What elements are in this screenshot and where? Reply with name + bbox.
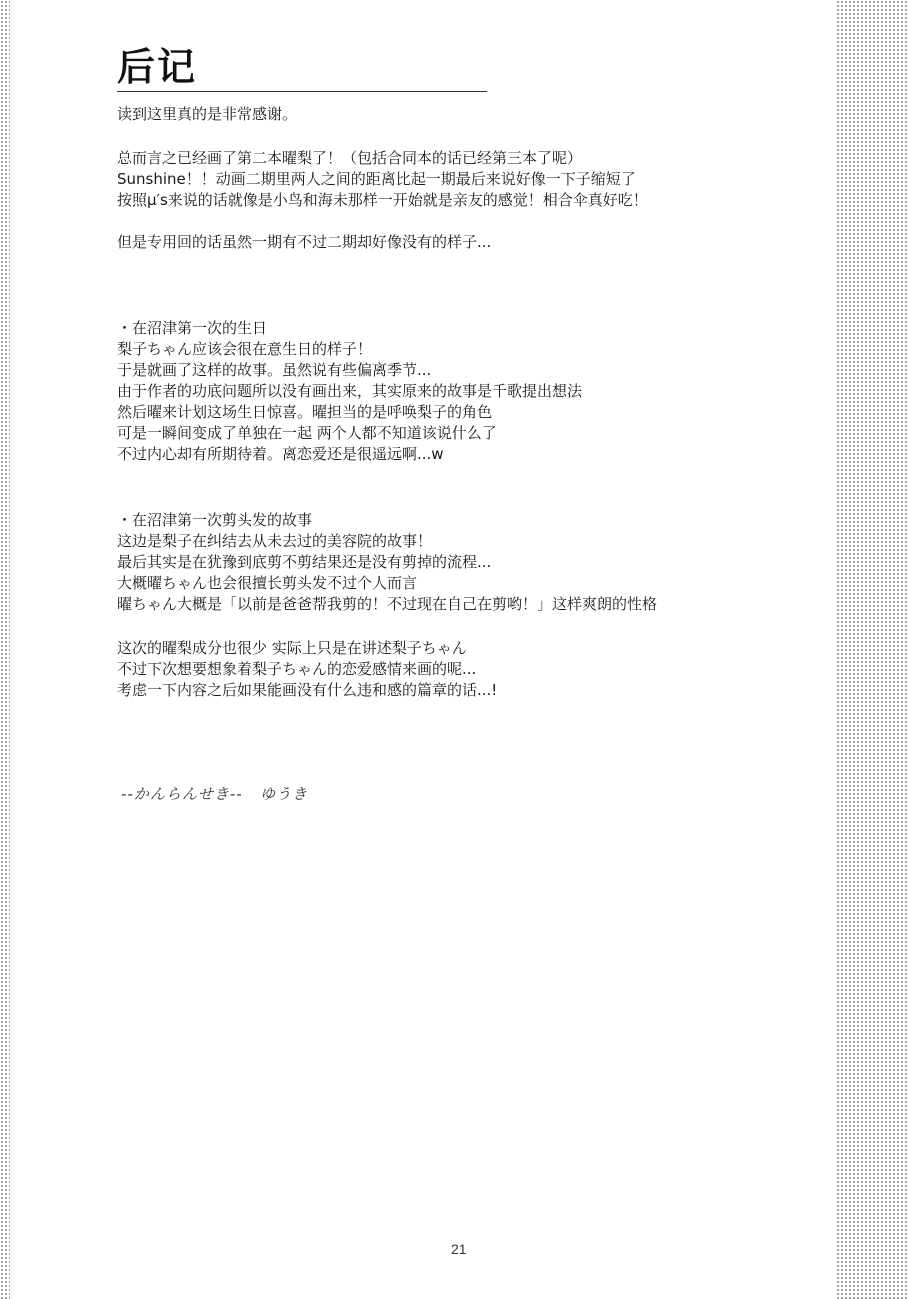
- text-line: 读到这里真的是非常感谢。: [117, 105, 298, 123]
- paragraph-2: [117, 232, 817, 253]
- text-line: 总而言之已经画了第二本曜梨了！（包括合同本的话已经第三本了呢）: [117, 149, 583, 167]
- page-number: 21: [451, 1241, 467, 1257]
- text-line: 可是一瞬间变成了单独在一起 两个人都不知道该说什么了: [117, 424, 497, 442]
- text-line: 曜ちゃん大概是「以前是爸爸帮我剪的！不过现在自己在剪哟！」这样爽朗的性格: [117, 595, 658, 613]
- text-line: 于是就画了这样的故事。虽然说有些偏离季节...: [117, 361, 432, 379]
- text-line: 由于作者的功底问题所以没有画出来，其实原来的故事是千歌提出想法: [117, 382, 583, 400]
- text-line: 这边是梨子在纠结去从未去过的美容院的故事！: [117, 532, 433, 550]
- section-heading: ・在沼津第一次剪头发的故事: [117, 511, 313, 529]
- section-birthday: [117, 318, 817, 465]
- text-line: 最后其实是在犹豫到底剪不剪结果还是没有剪掉的流程...: [117, 553, 492, 571]
- text-line: Sunshine！！动画二期里两人之间的距离比起一期最后来说好像一下子缩短了: [117, 170, 636, 188]
- text-line: 按照μ′s来说的话就像是小鸟和海未那样一开始就是亲友的感觉！相合伞真好吃！: [117, 191, 648, 209]
- paragraph-1: [117, 148, 817, 211]
- text-line: 不过下次想要想象着梨子ちゃん的恋爱感情来画的呢...: [117, 660, 477, 678]
- text-line: 这次的曜梨成分也很少 实际上只是在讲述梨子ちゃん: [117, 639, 467, 657]
- section-heading: ・在沼津第一次的生日: [117, 319, 268, 337]
- text-line: 但是专用回的话虽然一期有不过二期却好像没有的样子...: [117, 233, 492, 251]
- page-title: 后记: [117, 45, 198, 89]
- author-signature: --かんらんせき-- ゆうき: [121, 785, 308, 803]
- text-line: 然后曜来计划这场生日惊喜。曜担当的是呼唤梨子的角色: [117, 403, 493, 421]
- intro-paragraph: [117, 104, 817, 125]
- closing-paragraph: [117, 638, 817, 701]
- text-line: 不过内心却有所期待着。离恋爱还是很遥远啊...w: [117, 445, 444, 463]
- title-underline: [117, 91, 487, 92]
- text-line: 大概曜ちゃん也会很擅长剪头发不过个人而言: [117, 574, 418, 592]
- text-line: 考虑一下内容之后如果能画没有什么违和感的篇章的话...!: [117, 681, 498, 699]
- section-haircut: [117, 510, 817, 615]
- document-page: [10, 0, 836, 1299]
- text-line: 梨子ちゃん应该会很在意生日的样子！: [117, 340, 373, 358]
